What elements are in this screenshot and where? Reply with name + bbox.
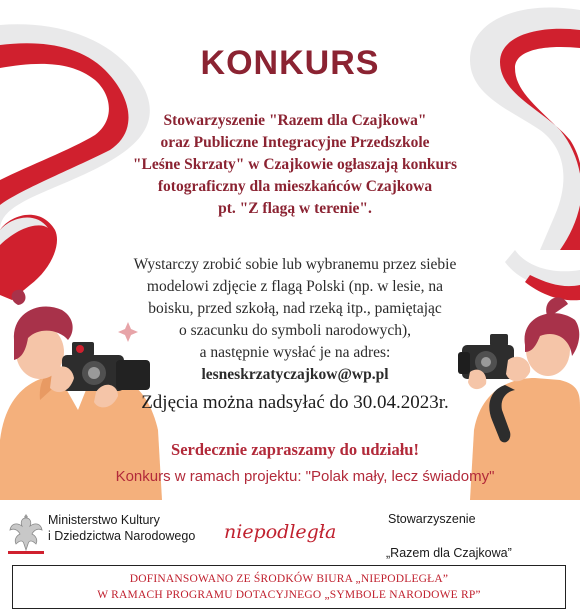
intro-line: Stowarzyszenie "Razem dla Czajkowa" [163,112,427,129]
niepodlegla-logo-text: niepodległa [224,521,337,543]
contest-introduction [100,110,490,220]
contest-instructions [120,254,470,386]
project-name: Konkurs w ramach projektu: "Polak mały, lecz świadomy" [115,468,495,485]
intro-line: oraz Publiczne Integracyjne Przedszkole [160,134,430,151]
instruction-line: o szacunku do symboli narodowych), [178,322,412,339]
niepodlegla-logo [222,516,352,546]
instruction-line: a następnie wysłać je na adres: [199,344,391,361]
sponsor-footer [0,500,580,616]
instruction-line: Wystarczy zrobić sobie lub wybranemu przez siebie [133,256,457,273]
white-eagle-emblem-icon [8,510,44,554]
contact-email: lesneskrzatyczajkow@wp.pl [201,366,389,383]
intro-line: pt. "Z flagą w terenie". [218,200,372,217]
instruction-line: modelowi zdjęcie z flagą Polski (np. w lesie, na [146,278,444,295]
intro-line: "Leśne Skrzaty" w Czajkowie ogłaszają konkurs [132,156,458,173]
poster-title: KONKURS [200,44,380,82]
invitation-text: Serdecznie zapraszamy do udziału! [171,440,419,459]
ministry-name: Ministerstwo Kultury i Dziedzictwa Narodowego [48,513,196,543]
association-name-line1: Stowarzyszenie [388,512,476,526]
association-name-line2: „Razem dla Czajkowa” [386,546,512,560]
intro-line: fotograficzny dla mieszkańców Czajkowa [157,178,433,195]
instruction-line: boisku, przed szkołą, nad rzeką itp., pamiętając [148,300,442,317]
funding-notice: DOFINANSOWANO ZE ŚRODKÓW BIURA „NIEPODLEGŁA” W RAMACH PROGRAMU DOTACYJNEGO „SYMBOLE NARODOWE RP” [12,565,566,609]
submission-deadline: Zdjęcia można nadsyłać do 30.04.2023r. [141,392,449,413]
